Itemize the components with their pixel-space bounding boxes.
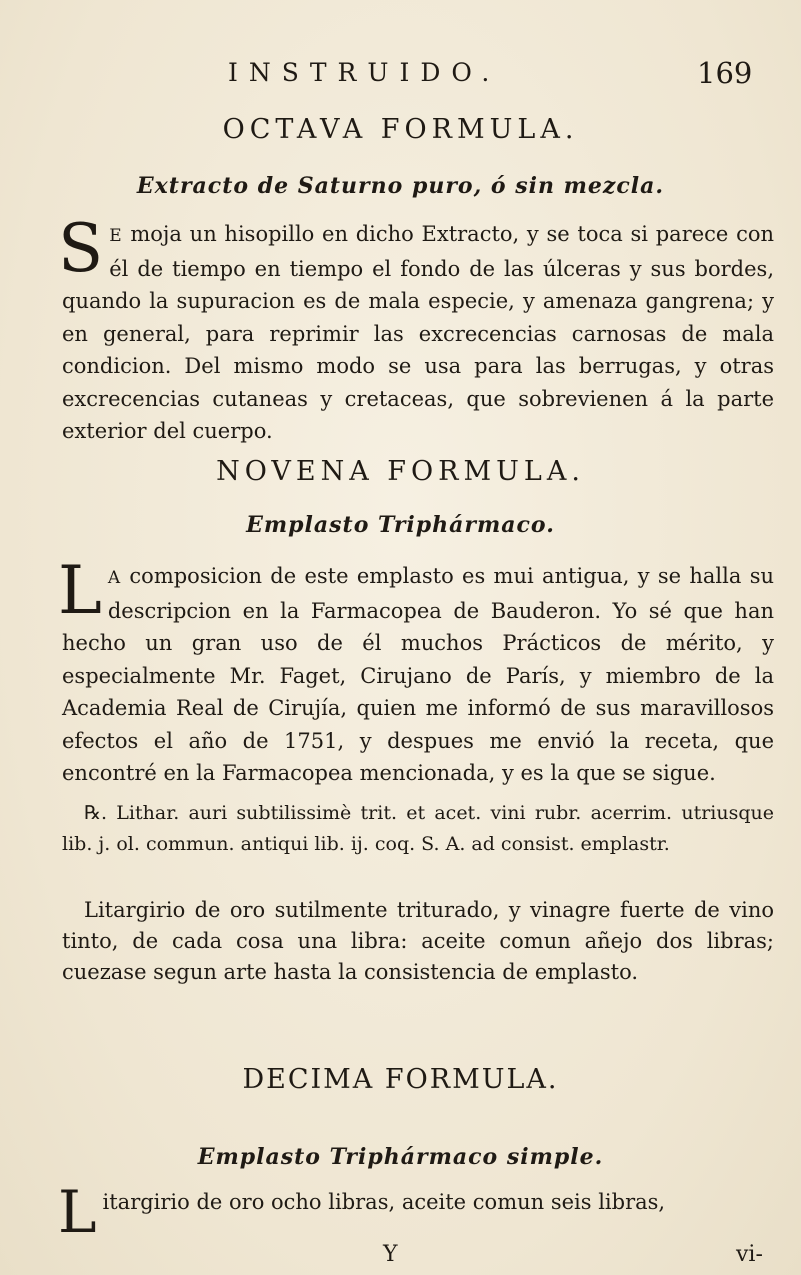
- running-head-title: INSTRUIDO.: [228, 58, 501, 87]
- novena-paragraph: [58, 552, 774, 790]
- novena-subtitle: Emplasto Triphármaco.: [246, 512, 555, 538]
- decima-heading: DECIMA FORMULA.: [242, 1064, 559, 1095]
- decima-subtitle: Emplasto Triphármaco simple.: [197, 1144, 604, 1170]
- page-number: 169: [697, 56, 753, 90]
- signature-mark: Y: [383, 1242, 398, 1267]
- novena-first-word-rest: A: [107, 568, 122, 588]
- octava-first-word-rest: E: [109, 226, 123, 246]
- novena-dropcap: L: [58, 552, 102, 629]
- decima-paragraph: [58, 1178, 774, 1246]
- octava-paragraph: [58, 210, 774, 448]
- octava-subtitle: Extracto de Saturno puro, ó sin mezcla.: [136, 173, 665, 199]
- novena-heading: NOVENA FORMULA.: [216, 456, 585, 487]
- page-footer: [0, 1242, 801, 1272]
- novena-text: composicion de este emplasto es mui antigua, y se halla su descripcion en la Farmacopea de Bauderon. Yo sé que han hecho un gran uso de él muchos Prácticos de mérito, y especialmente Mr. Faget, Cirujano de París, y miembro de la Academia Real de Cirujía, quien me informó de sus maravillosos efectos el año de 1751, y despues me envió la receta, que encontré en la Farmacopea mencionada, y es la que se sigue.: [62, 564, 774, 785]
- novena-translation: Litargirio de oro sutilmente triturado, y vinagre fuerte de vino tinto, de cada cosa una libra: aceite comun añejo dos libras; cuezase segun arte hasta la consistencia de emplasto.: [62, 898, 774, 984]
- running-head: [0, 58, 801, 98]
- decima-dropcap: L: [58, 1178, 97, 1246]
- octava-text: moja un hisopillo en dicho Extracto, y se toca si parece con él de tiempo en tiempo el fondo de las úlceras y sus bordes, quando la supuracion es de mala especie, y amenaza gangrena; y en general, para reprimir las excrecencias carnosas de mala condicion. Del mismo modo se usa para las berrugas, y otras excrecencias cutaneas y cretaceas, que sobrevienen á la parte exterior del cuerpo.: [62, 222, 774, 443]
- octava-heading: OCTAVA FORMULA.: [222, 114, 579, 145]
- novena-recipe: ℞. Lithar. auri subtilissimè trit. et acet. vini rubr. acerrim. utriusque lib. j. ol. commun. antiqui lib. ij. coq. S. A. ad consist. emplastr.: [62, 802, 774, 855]
- catchword: vi-: [736, 1242, 763, 1267]
- decima-text: itargirio de oro ocho libras, aceite comun seis libras,: [102, 1190, 666, 1214]
- octava-dropcap: S: [58, 210, 104, 287]
